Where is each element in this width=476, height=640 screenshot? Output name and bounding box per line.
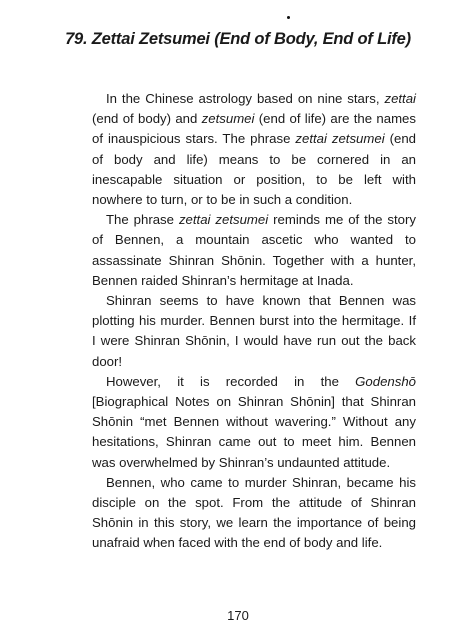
- italic-term: Godenshō: [355, 373, 416, 389]
- text-run: Bennen, who came to murder Shinran, became his disciple on the spot. From the attitude of Shinran Shōnin in this story, we learn the importance of being unafraid when faced with the end of body and life.: [92, 474, 416, 551]
- italic-term: zettai zetsumei: [178, 212, 269, 228]
- text-run: (end of life) are the names of inauspicious stars. The phrase: [92, 111, 416, 147]
- paragraph-3: [92, 291, 416, 372]
- text-run: Shinran seems to have known that Bennen was plotting his murder. Bennen burst into the hermitage. If I were Shinran Shōnin, I would have run out the back door!: [92, 293, 416, 369]
- text-run: (end of body) and: [92, 111, 202, 127]
- paragraph-4: [92, 372, 416, 473]
- text-run: The phrase: [106, 212, 179, 228]
- italic-term: zettai zetsumei: [295, 131, 385, 147]
- text-run: However, it is recorded in the: [106, 373, 356, 389]
- italic-term: zettai: [384, 91, 416, 106]
- page-number: 170: [227, 608, 249, 623]
- paragraph-2: [92, 210, 416, 291]
- text-run: reminds me of the story of Bennen, a mountain ascetic who wanted to assassinate Shinran Shōnin. Together with a hunter, Bennen raided Shinran’s hermitage at Inada.: [92, 212, 416, 288]
- italic-term: zetsumei: [201, 111, 255, 127]
- body-text: [92, 89, 416, 554]
- text-run: [Biographical Notes on Shinran Shōnin] that Shinran Shōnin “met Bennen without wavering.” Without any hesitations, Shinran came out to meet him. Bennen was overwhelmed by Shinran’s undaunted attitude.: [92, 394, 416, 470]
- paragraph-5: [92, 473, 416, 554]
- text-run: (end of body and life) means to be cornered in an inescapable situation or position, to be left with nowhere to turn, or to be in such a condition.: [92, 131, 416, 208]
- text-run: In the Chinese astrology based on nine stars,: [106, 91, 385, 106]
- print-mark: [287, 16, 290, 19]
- paragraph-1: [92, 89, 416, 210]
- chapter-title: 79. Zettai Zetsumei (End of Body, End of Life): [65, 30, 411, 48]
